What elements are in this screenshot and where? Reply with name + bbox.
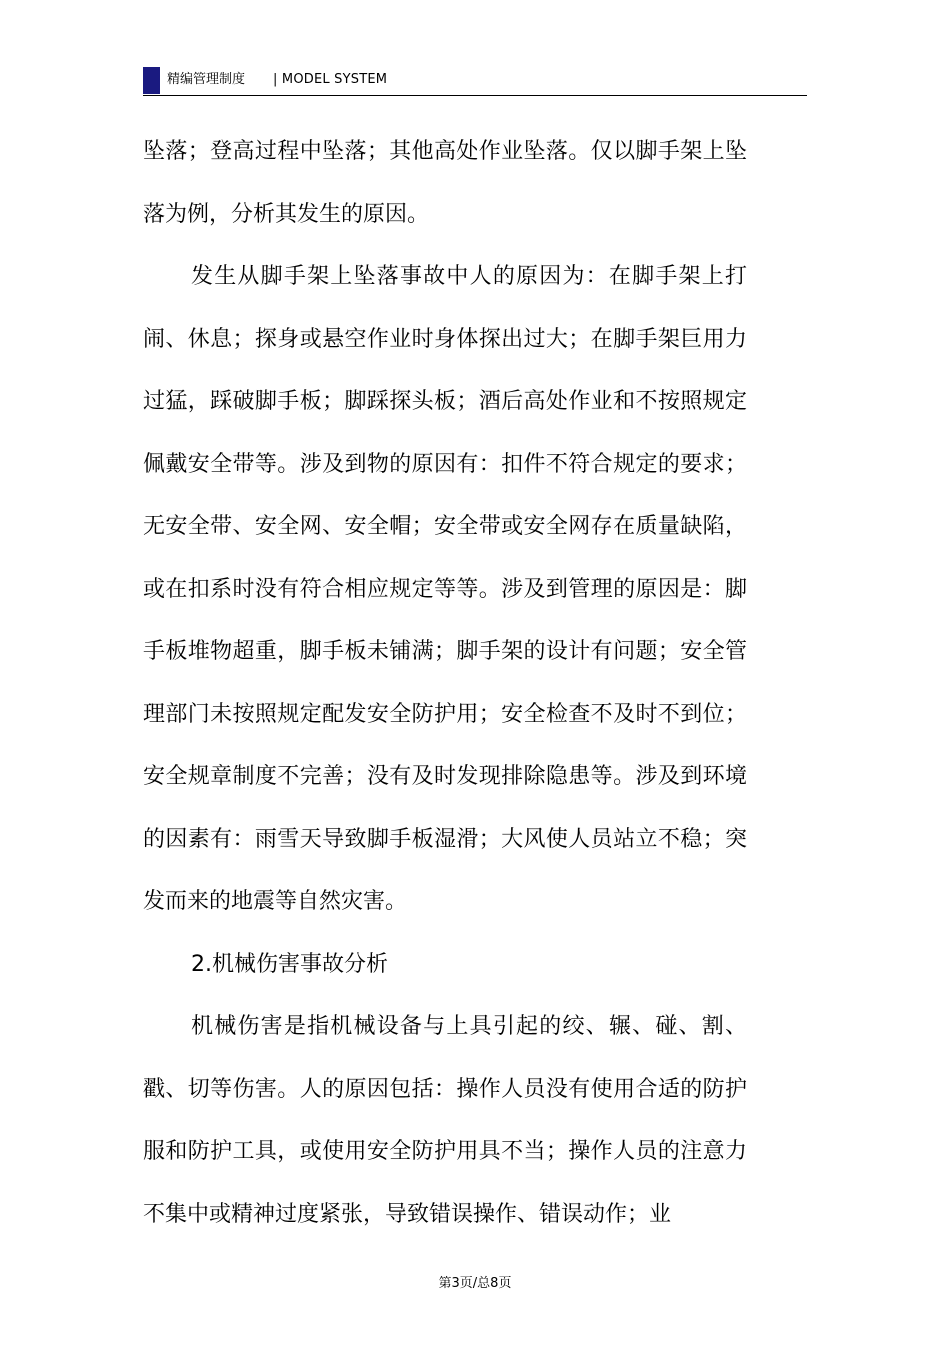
page-header: [143, 66, 807, 96]
paragraph: 机械伤害是指机械设备与上具引起的绞、辗、碰、割、戳、切等伤害。人的原因包括：操作人员没有使用合适的防护服和防护工具，或使用安全防护用具不当；操作人员的注意力不集中或精神过度紧张，导致错误操作、错误动作；业: [143, 1014, 747, 1227]
logo-icon: [143, 67, 160, 94]
header-divider: [143, 95, 807, 96]
page-number: 第3页/总8页: [438, 1276, 512, 1291]
header-subtitle: | MODEL SYSTEM: [273, 72, 388, 87]
page-footer: [0, 1275, 950, 1293]
header-title: 精编管理制度: [167, 72, 246, 87]
paragraph: 坠落；登高过程中坠落；其他高处作业坠落。仅以脚手架上坠落为例，分析其发生的原因。: [143, 139, 747, 227]
document-body: [143, 121, 747, 1246]
section-heading: 2.机械伤害事故分析: [191, 951, 388, 977]
paragraph: 发生从脚手架上坠落事故中人的原因为：在脚手架上打闹、休息；探身或悬空作业时身体探出过大；在脚手架巨用力过猛，踩破脚手板；脚踩探头板；酒后高处作业和不按照规定佩戴安全带等。涉及到物的原因有：扣件不符合规定的要求；无安全带、安全网、安全帽；安全带或安全网存在质量缺陷，或在扣系时没有符合相应规定等等。涉及到管理的原因是：脚手板堆物超重，脚手板未铺满；脚手架的设计有问题；安全管理部门未按照规定配发安全防护用；安全检查不及时不到位；安全规章制度不完善；没有及时发现排除隐患等。涉及到环境的因素有：雨雪天导致脚手板湿滑；大风使人员站立不稳；突发而来的地震等自然灾害。: [143, 264, 747, 914]
